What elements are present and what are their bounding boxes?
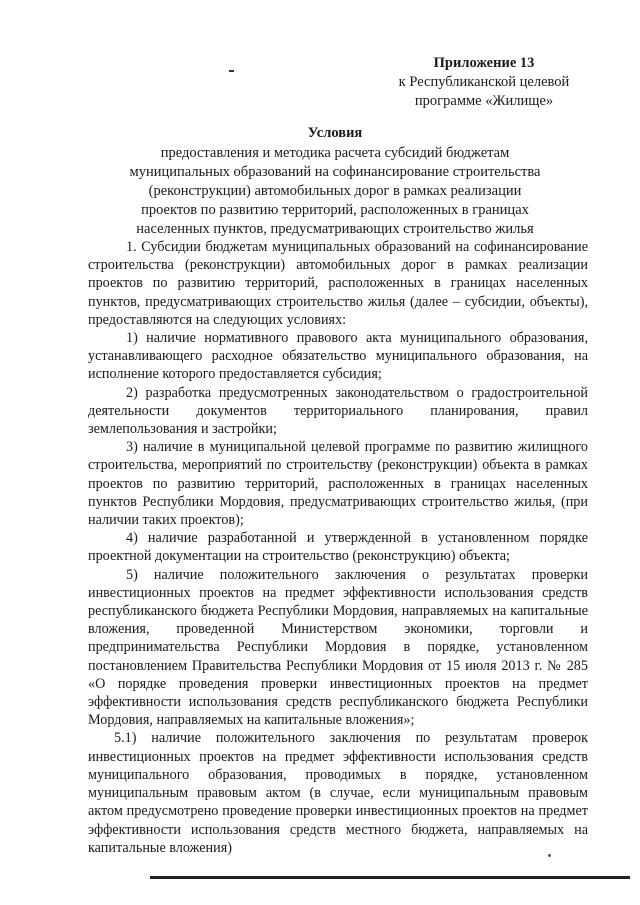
scan-speck (548, 854, 551, 857)
heading-line: проектов по развитию территорий, расположенных в границах (141, 202, 529, 218)
appendix-line-1: к Республиканской целевой (398, 74, 570, 90)
appendix-title: Приложение 13 (433, 55, 535, 71)
document-heading (100, 124, 570, 239)
heading-line: предоставления и методика расчета субсидий бюджетам (160, 145, 510, 161)
condition-3: 3) наличие в муниципальной целевой программе по развитию жилищного строительства, мероприятий по строительству (реконструкции) объекта в рамках проектов по развитию территорий, расположенных в границах населенных пунктов Республики Мордовия, предусматривающих строительство жилья, (при наличии таких проектов); (88, 439, 588, 529)
bottom-scan-line (150, 876, 630, 879)
appendix-block (384, 54, 584, 111)
condition-2: 2) разработка предусмотренных законодательством о градостроительной деятельности документов территориального планирования, правил землепользования и застройки; (88, 384, 588, 438)
paragraph-1: 1. Субсидии бюджетам муниципальных образований на софинансирование строительства (реконструкции) автомобильных дорог в рамках реализации проектов по развитию территорий, расположенных в границах населенных пунктов, предусматривающих строительство жилья (далее – субсидии, объекты), предоставляются на следующих условиях: (88, 239, 588, 328)
appendix-line-2: программе «Жилище» (414, 93, 554, 109)
heading-line: (реконструкции) автомобильных дорог в рамках реализации (148, 183, 522, 199)
heading-title: Условия (307, 125, 363, 141)
condition-1: 1) наличие нормативного правового акта муниципального образования, устанавливающего расходное обязательство муниципального образования, на исполнение которого предоставляется субсидия; (88, 330, 588, 383)
condition-4: 4) наличие разработанной и утвержденной в установленном порядке проектной документации на строительство (реконструкцию) объекта; (88, 530, 588, 565)
scan-mark (229, 70, 234, 72)
condition-5-1: 5.1) наличие положительного заключения по результатам проверок инвестиционных проектов на предмет эффективности использования средств муниципального образования, проводимых в порядке, установленном муниципальным правовым актом (в случае, если муниципальным правовым актом предусмотрено проведение проверки инвестиционных проектов на предмет эффективности использования средств местного бюджета, направляемых на капитальные вложения) (88, 730, 588, 856)
condition-5: 5) наличие положительного заключения о результатах проверки инвестиционных проектов на предмет эффективности использования средств республиканского бюджета Республики Мордовия, направляемых на капитальные вложения, проведенной Министерством экономики, торговли и предпринимательства Республики Мордовия в порядке, установленном постановлением Правительства Республики Мордовия от 15 июля 2013 г. № 285 «О порядке проведения проверки инвестиционных проектов на предмет эффективности использования средств республиканского бюджета Республики Мордовия, направляемых на капитальные вложения»; (88, 566, 588, 729)
heading-line: муниципальных образований на софинансирование строительства (129, 164, 541, 180)
document-body (88, 238, 588, 857)
heading-line: населенных пунктов, предусматривающих строительство жилья (136, 221, 534, 237)
